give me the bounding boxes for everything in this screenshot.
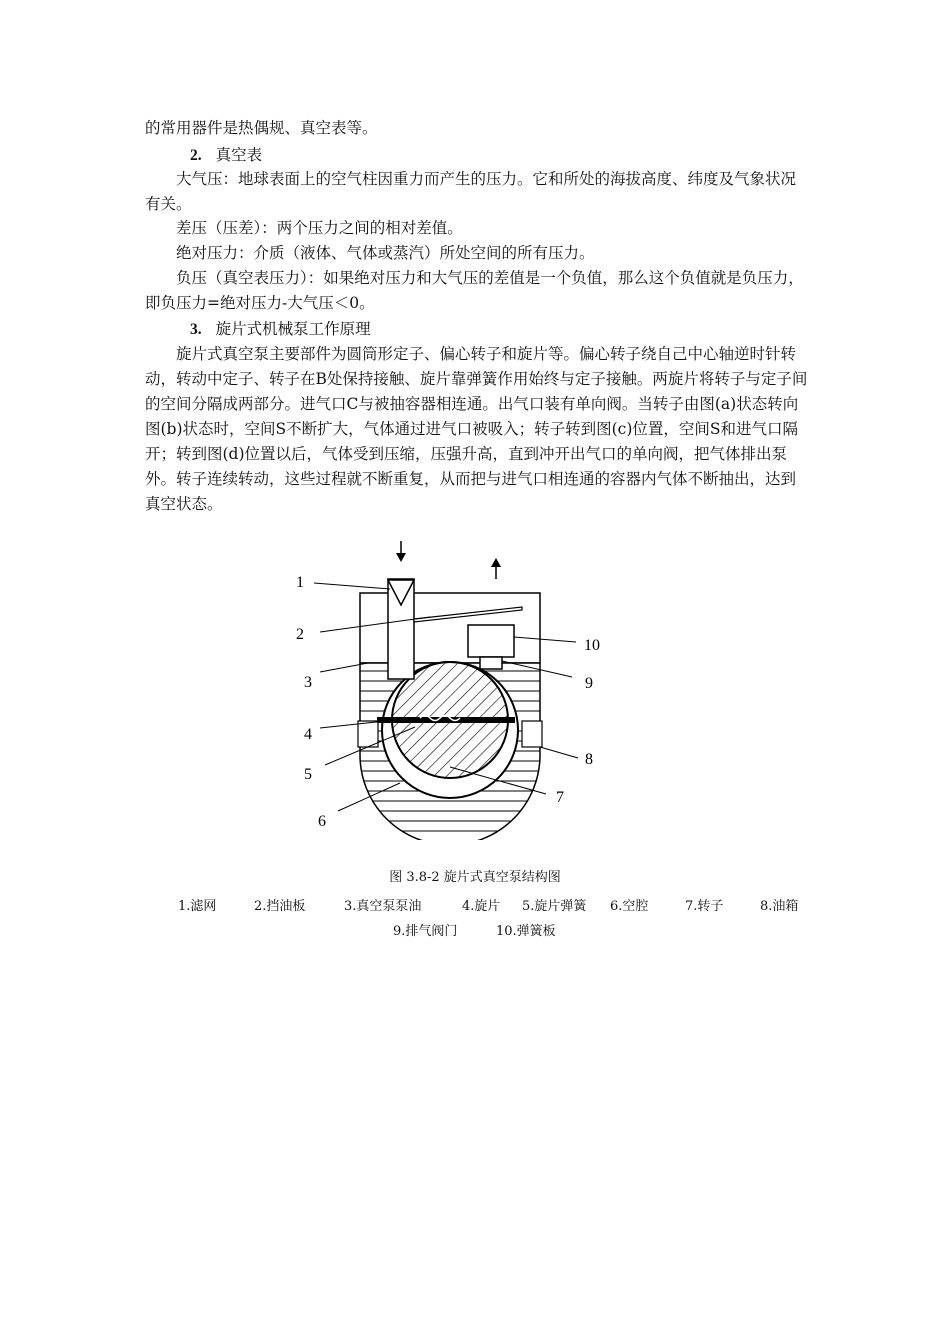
paragraph-negative-pressure: 负压（真空表压力）：如果绝对压力和大气压的差值是一个负值，那么这个负值就是负压力，即负压力=绝对压力-大气压＜0。 <box>145 269 804 312</box>
section-number: 2. <box>190 147 202 164</box>
legend-item: 4.旋片 <box>462 899 501 914</box>
legend-item: 2.挡油板 <box>254 899 306 914</box>
legend-item: 9.排气阀门 <box>393 924 458 939</box>
label-2: 2 <box>296 626 304 643</box>
oil-box-right-ledge <box>522 721 542 747</box>
paragraph-atmospheric-pressure: 大气压：地球表面上的空气柱因重力而产生的压力。它和所处的海拔高度、纬度及气象状况有关。 <box>145 170 797 213</box>
legend-item: 3.真空泵泵油 <box>344 899 422 914</box>
label-3: 3 <box>304 674 312 691</box>
paragraph-absolute-pressure: 绝对压力：介质（液体、气体或蒸汽）所处空间的所有压力。 <box>176 244 595 262</box>
label-5: 5 <box>304 766 312 783</box>
legend-item: 6.空腔 <box>610 899 649 914</box>
paragraph-differential-pressure: 差压（压差）：两个压力之间的相对差值。 <box>176 219 463 237</box>
label-4: 4 <box>304 726 312 743</box>
legend-item: 5.旋片弹簧 <box>522 899 587 914</box>
paragraph-pump-principle: 旋片式真空泵主要部件为圆筒形定子、偏心转子和旋片等。偏心转子绕自己中心轴逆时针转动，转动中定子、转子在B处保持接触、旋片靠弹簧作用始终与定子接触。两旋片将转子与定子间的空间分隔成两部分。进气口C与被抽容器相连通。出气口装有单向阀。当转子由图(a)状态转向图(b)状态时，空间S不断扩大，气体通过进气口被吸入；转子转到图(c)位置，空间S和进气口隔开；转到图(d)位置以后，气体受到压缩，压强升高，直到冲开出气口的单向阀，把气体排出泵外。转子连续转动，这些过程就不断重复，从而把与进气口相连通的容器内气体不断抽出，达到真空状态。 <box>145 345 808 513</box>
section-heading-3 <box>190 317 371 342</box>
legend-item: 10.弹簧板 <box>496 924 556 939</box>
label-7: 7 <box>556 789 564 806</box>
oil-box-left-ledge <box>358 721 378 747</box>
legend-item: 1.滤网 <box>178 899 217 914</box>
inlet-arrow-icon <box>396 541 406 562</box>
figure-caption: 图 3.8-2 旋片式真空泵结构图 <box>389 870 561 885</box>
paragraph-continued: 的常用器件是热偶规、真空表等。 <box>145 119 378 137</box>
section-number: 3. <box>190 321 202 338</box>
legend-item: 7.转子 <box>685 899 724 914</box>
exhaust-valve <box>480 657 502 669</box>
section-title: 真空表 <box>215 146 263 164</box>
label-1: 1 <box>296 574 304 591</box>
rotary-vane-pump-diagram <box>280 535 620 840</box>
section-heading-2 <box>190 143 262 168</box>
legend-item: 8.油箱 <box>760 899 799 914</box>
oil-baffle <box>414 607 522 622</box>
label-6: 6 <box>318 813 326 830</box>
rotary-vane <box>377 717 515 723</box>
outlet-arrow-icon <box>491 558 501 579</box>
label-8: 8 <box>585 751 593 768</box>
section-title: 旋片式机械泵工作原理 <box>215 320 371 338</box>
label-9: 9 <box>585 675 593 692</box>
label-10: 10 <box>584 637 600 654</box>
spring-plate <box>468 625 514 657</box>
